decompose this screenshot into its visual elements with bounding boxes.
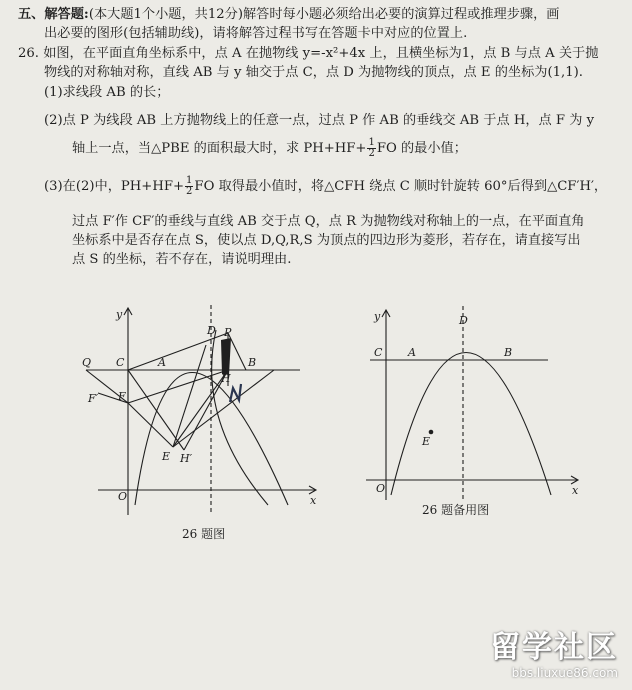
label-h: H (221, 372, 231, 385)
question-3-text-a: (3)在(2)中，PH+HF+ (44, 179, 185, 194)
label-f-prime: F′ (88, 392, 99, 405)
question-3-text-b: FO 取得最小值时，将△CFH 绕点 C 顺时针旋转 60°后得到△CF′H′， (194, 179, 608, 194)
label-f: F (118, 390, 126, 403)
spare-label-origin: O (376, 482, 386, 495)
fraction-half-2 (185, 176, 193, 197)
question-2-text-a: 轴上一点，当△PBE 的面积最大时，求 PH+HF+ (72, 141, 367, 156)
question-2-text-b: FO 的最小值； (376, 141, 467, 156)
watermark (490, 622, 618, 680)
fraction-numerator-2: 1 (186, 175, 193, 186)
question-3-line-3: 坐标系中是否存在点 S，使以点 D,Q,R,S 为顶点的四边形为菱形，若存在，请直接写出 (72, 233, 581, 248)
question-3-line-2: 过点 F′作 CF′的垂线与直线 AB 交于点 Q，点 R 为抛物线对称轴上的一点，在平面直角 (72, 214, 585, 229)
spare-parabola (391, 353, 551, 496)
figure-spare (356, 300, 596, 532)
spare-label-a: A (408, 346, 416, 359)
label-q: Q (82, 356, 92, 369)
spare-point-e (429, 430, 434, 435)
spare-label-x: x (572, 484, 579, 497)
label-b: B (248, 356, 257, 369)
spare-label-y: y (374, 310, 381, 323)
label-x: x (310, 494, 317, 507)
question-2-line-2 (72, 138, 467, 159)
question-2-line-1: (2)点 P 为线段 AB 上方抛物线上的任意一点，过点 P 作 AB 的垂线交 AB 于点 H，点 F 为 y (44, 113, 595, 128)
spare-label-b: B (504, 346, 513, 359)
problem-stem-line-1 (18, 45, 598, 63)
figure-main (78, 300, 340, 548)
caption-main: 26 题图 (182, 527, 226, 541)
question-3-line-1 (44, 176, 607, 197)
section-intro-line-1 (18, 6, 559, 24)
section-intro-1: (本大题1个小题，共12分)解答时每小题必须给出必要的演算过程或推理步骤，画 (88, 7, 560, 22)
label-y: y (116, 308, 123, 321)
label-origin: O (118, 490, 128, 503)
label-a: A (158, 356, 166, 369)
label-c: C (116, 356, 125, 369)
spare-label-c: C (374, 346, 383, 359)
section-heading: 五、解答题: (18, 7, 89, 22)
problem-number: 26. (18, 46, 39, 61)
fraction-half (367, 138, 375, 159)
problem-stem-line-2: 物线的对称轴对称，直线 AB 与 y 轴交于点 C，点 D 为抛物线的顶点，点 E 的坐标为(1,1). (44, 65, 583, 80)
question-1: (1)求线段 AB 的长； (44, 85, 170, 100)
spare-label-e: E (422, 435, 431, 448)
watermark-logo: 留学社区 (490, 630, 618, 665)
fraction-numerator: 1 (368, 137, 375, 148)
spare-label-d: D (459, 314, 468, 327)
caption-spare: 26 题备用图 (422, 503, 490, 517)
question-3-line-4: 点 S 的坐标，若不存在，请说明理由. (72, 252, 292, 267)
label-h-prime: H′ (180, 452, 193, 465)
fraction-denominator: 2 (368, 148, 375, 159)
problem-stem-1: 如图，在平面直角坐标系中，点 A 在抛物线 y=-x²+4x 上，且横坐标为1，点 B 与点 A 关于抛 (43, 46, 599, 61)
section-intro-line-2: 出必要的图形(包括辅助线)，请将解答过程书写在答题卡中对应的位置上. (44, 26, 468, 41)
watermark-url: bbs.liuxue86.com (511, 666, 618, 680)
fraction-denominator-2: 2 (186, 186, 193, 197)
label-p: P (224, 326, 232, 339)
label-e: E (162, 450, 171, 463)
label-d: D (207, 324, 216, 337)
